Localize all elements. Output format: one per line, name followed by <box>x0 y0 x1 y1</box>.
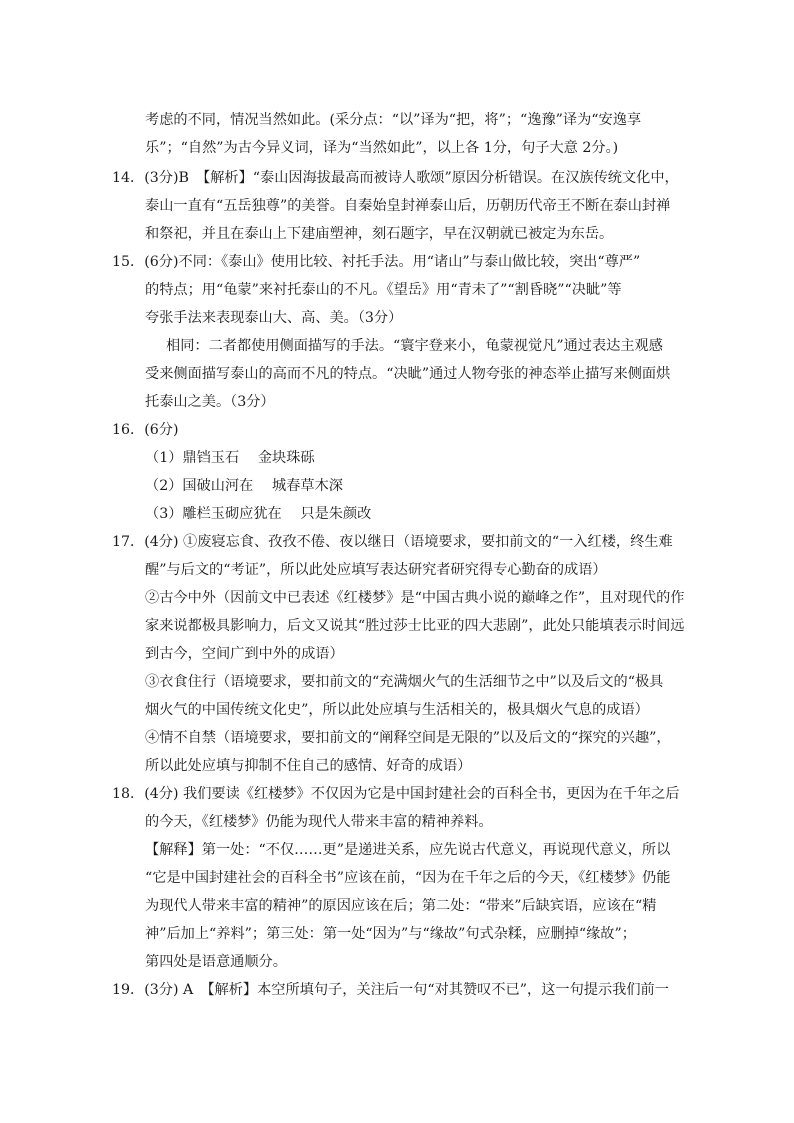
q18-answer-line-2: 的今天，《红楼梦》仍能为现代人带来丰富的精神养料。 <box>145 814 493 830</box>
q17-answer-line-2: 醒”与后文的“考证”，所以此处应填写表达研究者研究得专心勤奋的成语） <box>145 562 607 578</box>
q17-answer-line-9: 所以此处应填与抑制不住自己的感情、好奇的成语） <box>145 758 472 774</box>
q15-answer-line-2: 的特点；用“龟蒙”来衬托泰山的不凡。《望岳》用“青未了”“割昏晓”“决眦”等 <box>145 282 622 298</box>
q16-answer-item-2: （2）国破山河在 城春草木深 <box>145 478 343 494</box>
q16-answer-heading: 16．(6分) <box>112 422 179 438</box>
q14-answer-line-2: 泰山一直有“五岳独尊”的美誉。自秦始皇封禅泰山后，历朝历代帝王不断在泰山封禅 <box>145 198 671 214</box>
q15-answer-line-4: 相同：二者都使用侧面描写的手法。“寰宇登来小，龟蒙视觉凡”通过表达主观感 <box>166 338 663 354</box>
q17-answer-line-4: 家来说都极具影响力，后文又说其“胜过莎士比亚的四大悲剧”，此处只能填表示时间远 <box>145 618 685 634</box>
q18-explanation-line-1: 【解释】第一处：“不仅……更”是递进关系，应先说古代意义，再说现代意义，所以 <box>145 842 671 858</box>
q15-answer-line-5: 受来侧面描写泰山的高而不凡的特点。“决眦”通过人物夸张的神态举止描写来侧面烘 <box>145 366 671 382</box>
q18-explanation-line-3: 为现代人带来丰富的精神”的原因应该在后；第二处：“带来”后缺宾语，应该在“精 <box>145 898 657 914</box>
q16-answer-item-1: （1）鼎铛玉石 金块珠砾 <box>145 450 315 466</box>
q18-explanation-line-5: 第四处是语意通顺分。 <box>145 954 287 970</box>
q15-answer-line-6: 托泰山之美。（3分） <box>145 394 275 410</box>
q17-answer-line-5: 到古今，空间广到中外的成语） <box>145 646 344 662</box>
q15-answer-line-3: 夸张手法来表现泰山大、高、美。（3分） <box>145 310 403 326</box>
q16-answer-item-3: （3）雕栏玉砌应犹在 只是朱颜改 <box>145 506 372 522</box>
q18-explanation-line-4: 神”后加上“养料”；第三处：第一处“因为”与“缘故”句式杂糅，应删掉“缘故”； <box>145 926 636 942</box>
q17-answer-line-8: ④情不自禁（语境要求，要扣前文的“阐释空间是无限的”以及后文的“探究的兴趣”， <box>145 730 671 746</box>
q17-answer-line-7: 烟火气的中国传统文化史”，所以此处应填与生活相关的，极具烟火气息的成语） <box>145 702 649 718</box>
q17-answer-line-3: ②古今中外（因前文中已表述《红楼梦》是“中国古典小说的巅峰之作”，且对现代的作 <box>145 590 685 606</box>
q13-answer-line-2: 乐”；“自然”为古今异义词，译为“当然如此”，以上各 1分，句子大意 2分。) <box>145 140 619 156</box>
q17-answer-line-1: 17．(4分) ①废寝忘食、孜孜不倦、夜以继日（语境要求，要扣前文的“一入红楼，终生难 <box>112 534 673 550</box>
q18-answer-line-1: 18．(4分) 我们要读《红楼梦》不仅因为它是中国封建社会的百科全书，更因为在千年之后 <box>112 786 680 802</box>
q13-answer-line-1: 考虑的不同，情况当然如此。(采分点：“以”译为“把，将”；“逸豫”译为“安逸享 <box>145 112 642 128</box>
q19-answer-line-1: 19．(3分) A 【解析】本空所填句子，关注后一句“对其赞叹不已”，这一句提示我们前一 <box>112 982 669 998</box>
q15-answer-line-1: 15．(6分)不同：《泰山》使用比较、衬托手法。用“诸山”与泰山做比较，突出“尊严” <box>112 254 641 270</box>
q14-answer-line-3: 和祭祀，并且在泰山上下建庙塑神，刻石题字，早在汉朝就已被定为东岳。 <box>145 226 614 242</box>
q18-explanation-line-2: “它是中国封建社会的百科全书”应该在前，“因为在千年之后的今天，《红楼梦》仍能 <box>145 870 671 886</box>
q17-answer-line-6: ③衣食住行（语境要求，要扣前文的“充满烟火气的生活细节之中”以及后文的“极具 <box>145 674 664 690</box>
q14-answer-line-1: 14．(3分)B 【解析】“泰山因海拔最高而被诗人歌颂”原因分析错误。在汉族传统文化中， <box>112 170 679 186</box>
